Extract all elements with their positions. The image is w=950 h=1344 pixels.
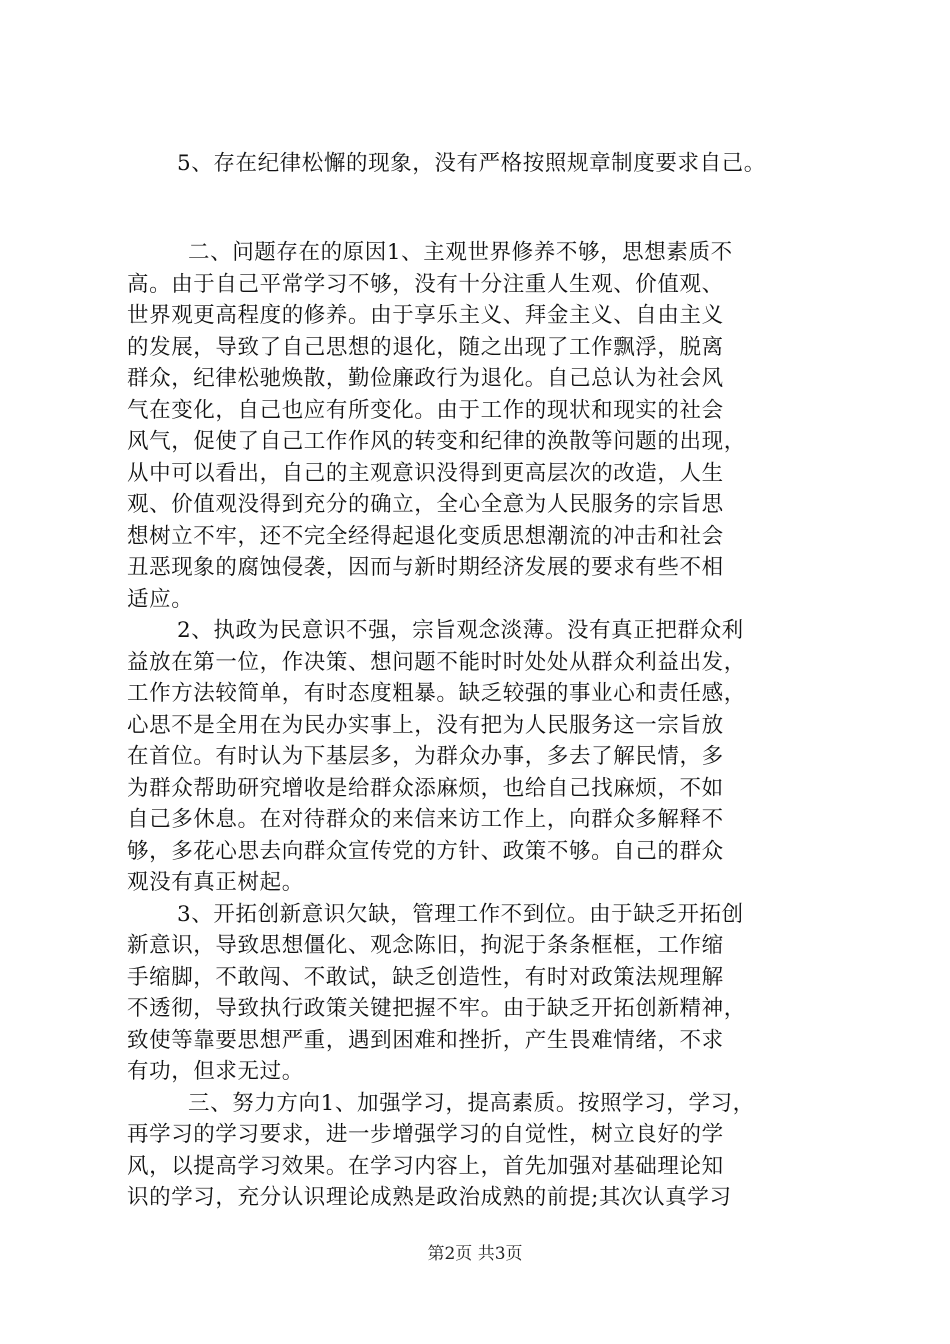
text-line: 3、开拓创新意识欠缺，管理工作不到位。由于缺乏开拓创 xyxy=(177,901,744,927)
text-line: 心思不是全用在为民办实事上，没有把为人民服务这一宗旨放 xyxy=(127,712,724,738)
text-line: 风气，促使了自己工作作风的转变和纪律的涣散等问题的出现， xyxy=(127,429,746,454)
text-line: 想树立不牢，还不完全经得起退化变质思想潮流的冲击和社会 xyxy=(127,523,724,549)
text-line: 新意识，导致思想僵化、观念陈旧，拘泥于条条框框，工作缩 xyxy=(127,933,724,958)
text-line: 在首位。有时认为下基层多，为群众办事，多去了解民情，多 xyxy=(127,744,724,769)
text-line: 工作方法较简单，有时态度粗暴。缺乏较强的事业心和责任感， xyxy=(127,681,746,706)
text-line: 2、执政为民意识不强，宗旨观念淡薄。没有真正把群众利 xyxy=(177,618,744,643)
text-line: 适应。 xyxy=(127,586,194,612)
text-line: 5、存在纪律松懈的现象，没有严格按照规章制度要求自己。 xyxy=(177,151,766,176)
text-line: 观没有真正树起。 xyxy=(127,870,304,895)
text-line: 自己多休息。在对待群众的来信来访工作上，向群众多解释不 xyxy=(127,807,724,832)
text-line: 观、价值观没得到充分的确立，全心全意为人民服务的宗旨思 xyxy=(127,492,724,517)
text-line: 气在变化，自己也应有所变化。由于工作的现状和现实的社会 xyxy=(127,397,724,423)
text-line: 二、问题存在的原因1、主观世界修养不够，思想素质不 xyxy=(188,240,733,265)
text-line: 风，以提高学习效果。在学习内容上，首先加强对基础理论知 xyxy=(127,1153,724,1179)
text-line: 不透彻，导致执行政策关键把握不牢。由于缺乏开拓创新精神， xyxy=(127,996,746,1021)
text-line: 的发展，导致了自己思想的退化，随之出现了工作飘浮，脱离 xyxy=(127,334,724,360)
text-line: 三、努力方向1、加强学习，提高素质。按照学习，学习， xyxy=(188,1090,755,1116)
text-line: 为群众帮助研究增收是给群众添麻烦，也给自己找麻烦，不如 xyxy=(127,775,724,801)
text-line: 手缩脚，不敢闯、不敢试，缺乏创造性，有时对政策法规理解 xyxy=(127,964,724,990)
text-line: 识的学习，充分认识理论成熟是政治成熟的前提;其次认真学习 xyxy=(127,1185,732,1210)
text-line: 够，多花心思去向群众宣传党的方针、政策不够。自己的群众 xyxy=(127,838,724,864)
text-line: 世界观更高程度的修养。由于享乐主义、拜金主义、自由主义 xyxy=(127,303,724,328)
page-footer: 第2页 共3页 xyxy=(427,1244,523,1264)
text-line: 益放在第一位，作决策、想问题不能时时处处从群众利益出发， xyxy=(127,649,746,675)
text-line: 群众，纪律松驰焕散，勤俭廉政行为退化。自己总认为社会风 xyxy=(127,366,724,391)
text-line: 致使等靠要思想严重，遇到困难和挫折，产生畏难情绪，不求 xyxy=(127,1027,724,1053)
text-line: 丑恶现象的腐蚀侵袭，因而与新时期经济发展的要求有些不相 xyxy=(127,555,724,580)
text-line: 从中可以看出，自己的主观意识没得到更高层次的改造，人生 xyxy=(127,460,724,486)
text-line: 有功，但求无过。 xyxy=(127,1059,304,1084)
text-line: 高。由于自己平常学习不够，没有十分注重人生观、价值观、 xyxy=(127,271,724,297)
text-line: 再学习的学习要求，进一步增强学习的自觉性，树立良好的学 xyxy=(127,1122,724,1147)
